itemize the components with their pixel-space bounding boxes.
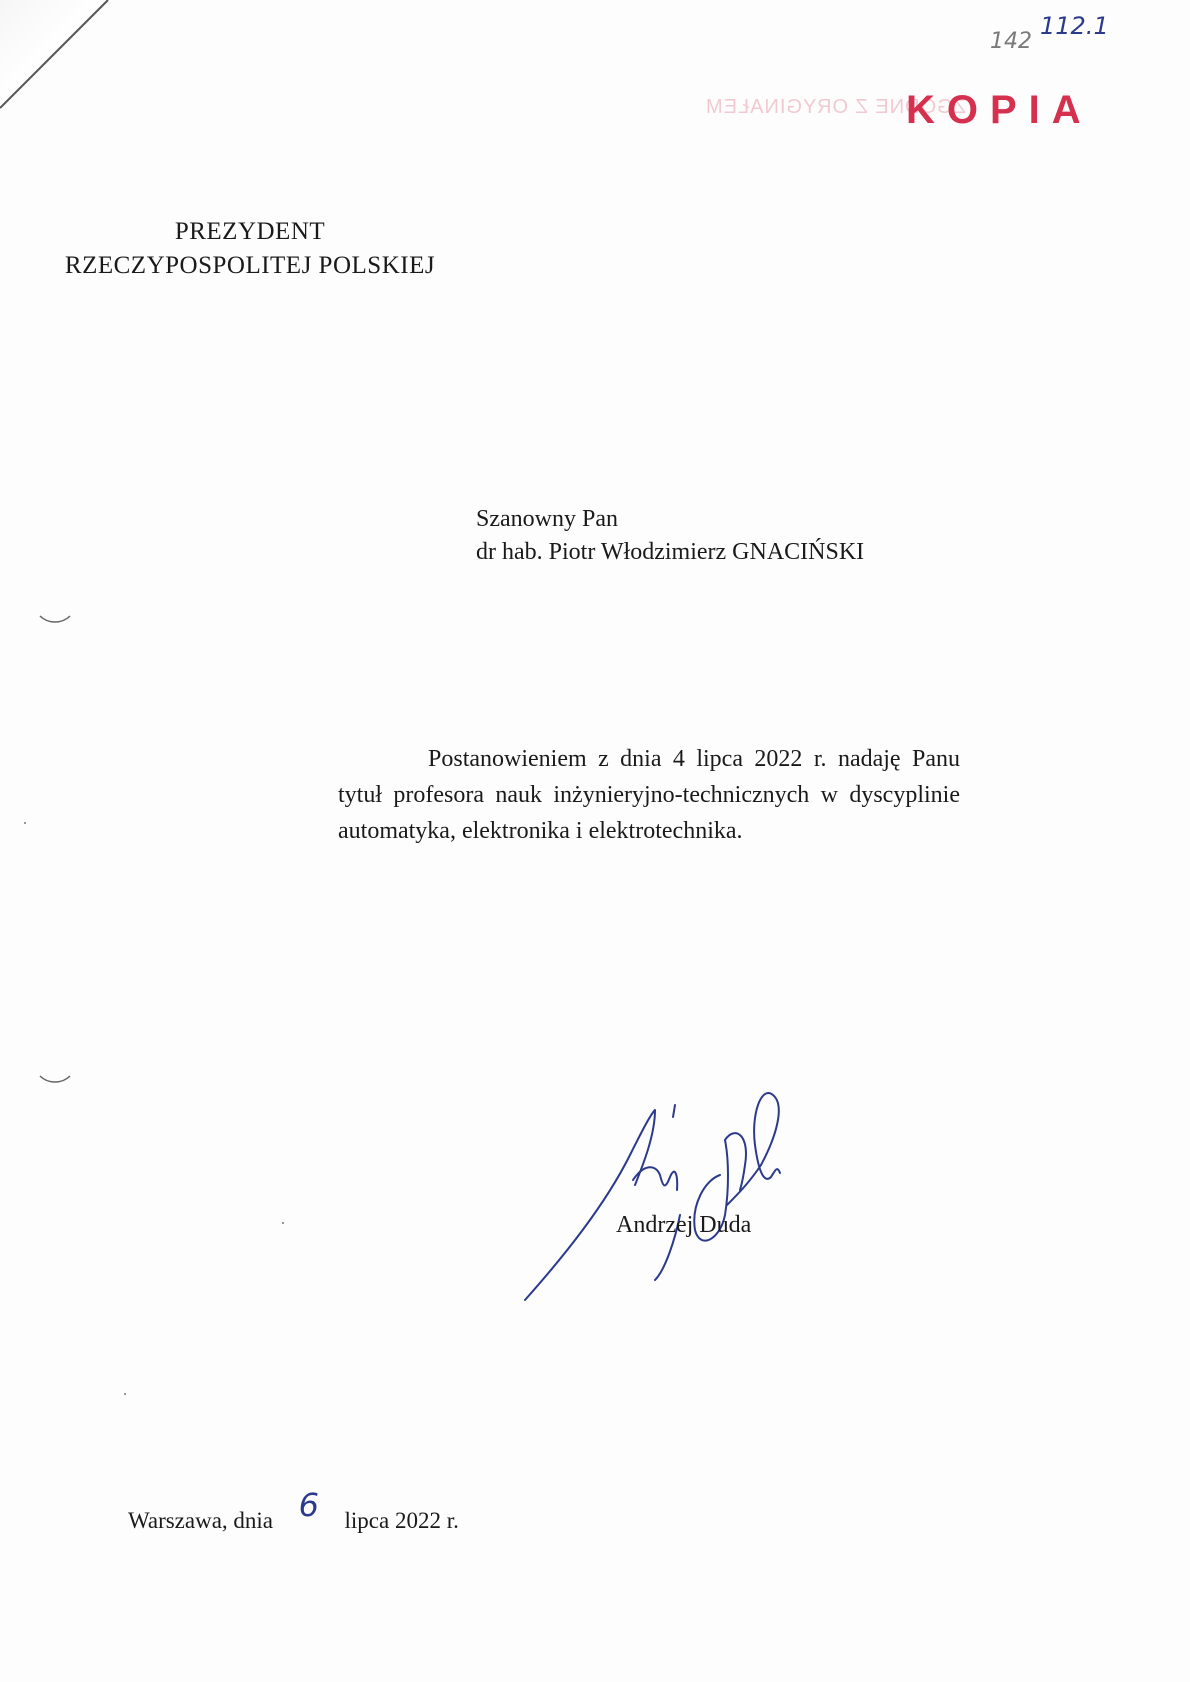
archive-number-current: 112.1: [1040, 12, 1109, 40]
handwritten-archive-number: [990, 12, 1109, 54]
archive-number-old: 142: [990, 29, 1032, 54]
paper-speck: [282, 1222, 284, 1224]
punch-hole-mark-2: [38, 1072, 72, 1086]
handwritten-day: 6: [298, 1486, 319, 1524]
issuer-line-2: RZECZYPOSPOLITEJ POLSKIEJ: [64, 252, 436, 279]
issuer-line-1: PREZYDENT: [174, 218, 326, 245]
handwritten-signature: [515, 1065, 835, 1315]
folded-corner-edge: [0, 0, 120, 120]
addressee-block: [476, 503, 864, 569]
addressee-name: dr hab. Piotr Włodzimierz GNACIŃSKI: [476, 539, 865, 565]
place-date-prefix: Warszawa, dnia: [128, 1508, 274, 1533]
addressee-salutation: Szanowny Pan: [476, 506, 618, 532]
place-date-suffix: lipca 2022 r.: [344, 1508, 459, 1533]
letter-body: [338, 741, 960, 849]
paper-speck: [24, 822, 26, 824]
signatory-name: Andrzej Duda: [616, 1212, 752, 1238]
place-and-date: [128, 1486, 459, 1536]
kopia-stamp: KOPIA: [906, 88, 1093, 132]
faded-stamp: ZGODNE Z ORYGINAŁEM: [705, 96, 966, 118]
punch-hole-mark-1: [38, 612, 72, 626]
paper-speck: [124, 1393, 126, 1395]
issuer-heading: [30, 215, 470, 283]
letter-body-paragraph: Postanowieniem z dnia 4 lipca 2022 r. nadaję Panu tytuł profesora nauk inżynieryjno-technicznych w dyscyplinie automatyka, elektronika i elektrotechnika.: [338, 746, 960, 844]
